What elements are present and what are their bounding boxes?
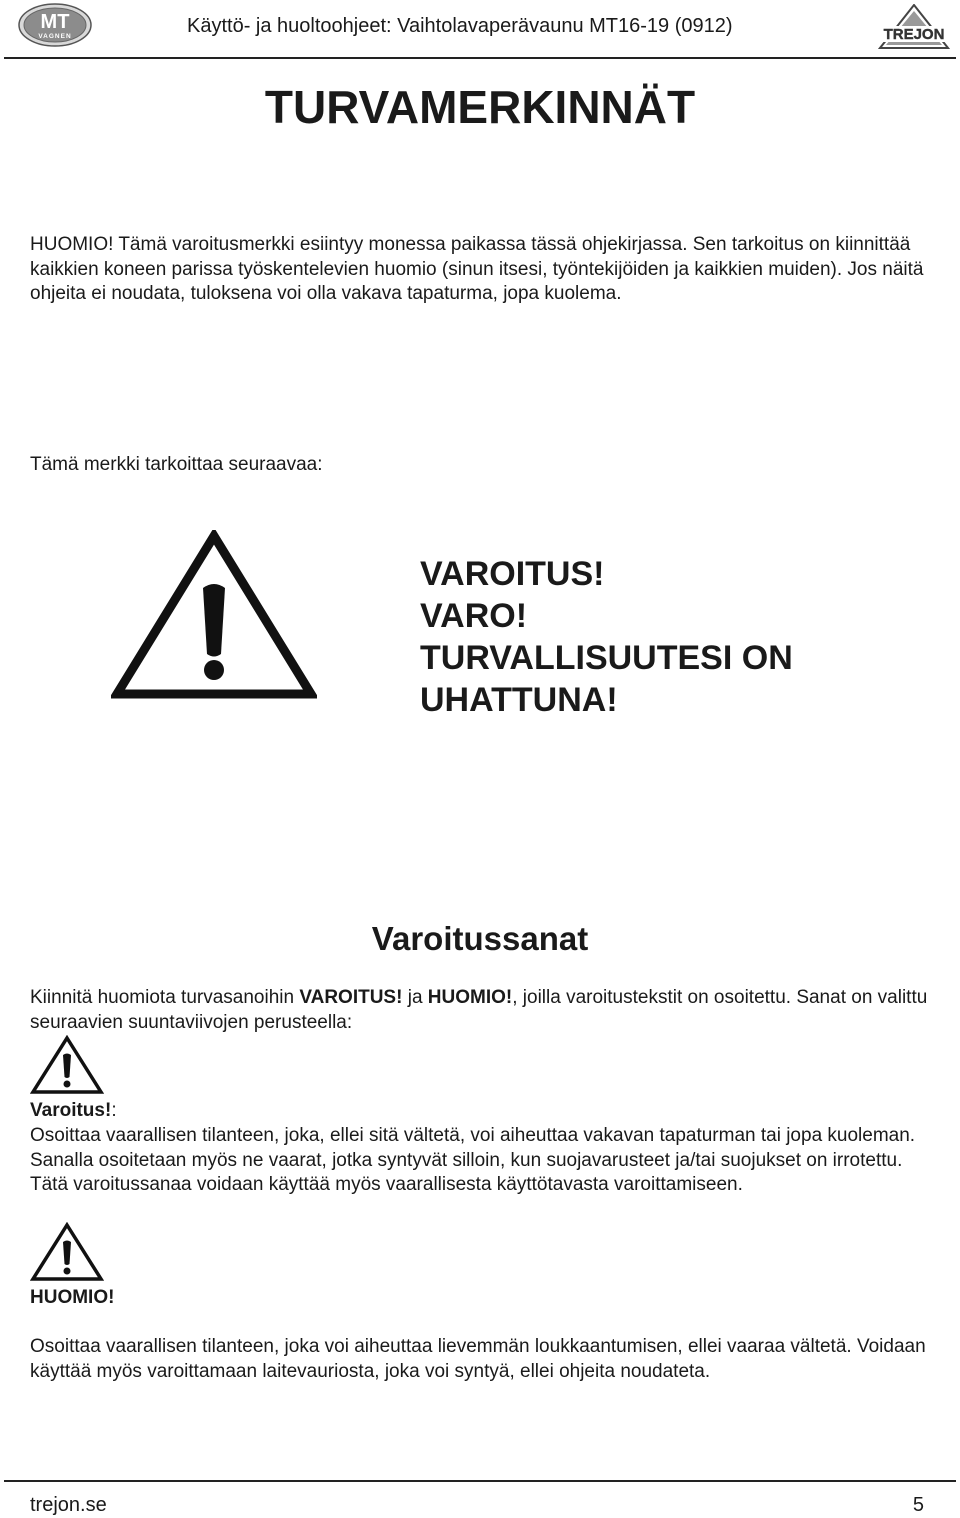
warning-triangle-icon [111,530,317,702]
header-divider [4,57,956,59]
logo-mt-text: MT [40,11,70,33]
trejon-logo [878,4,950,50]
term-varoitus: Varoitus!: [30,1100,117,1121]
warning-triangle-icon [30,1035,104,1095]
section-title: Varoitussanat [371,920,589,957]
warning-triangle-icon [30,1222,104,1282]
warning-signal-words [420,553,920,721]
signal-line-varoitus: VAROITUS! [420,555,605,593]
signal-line-turvallisuutesi: TURVALLISUUTESI ON [420,639,793,677]
footer-divider [4,1480,956,1482]
varoitus-description: Osoittaa vaarallisen tilanteen, joka, ellei sitä vältetä, voi aiheuttaa vakavan tapaturman tai jopa kuoleman. Sanalla osoitetaan myös ne vaarat, jotka syntyvät silloin, kun suojavarusteet ja/tai suojukset on irrotettu. Tätä varoitussanaa voidaan käyttää myös vaarallisesta käyttötavasta varoittamiseen. [30,1125,916,1195]
bold-huomio: HUOMIO! [427,987,513,1008]
page-number: 5 [912,1494,924,1516]
signal-words-intro: Kiinnitä huomiota turvasanoihin VAROITUS! ja HUOMIO!, joilla varoitustekstit on osoitettu. Sanat on valittu seuraavien suuntaviivojen perusteella: [30,987,928,1033]
page-header [0,0,960,60]
mt-vagnen-logo [18,3,92,47]
bold-varoitus: VAROITUS! [299,987,403,1008]
huomio-description: Osoittaa vaarallisen tilanteen, joka voi aiheuttaa lievemmän loukkaantumisen, ellei vaaraa vältetä. Voidaan käyttää myös varoittamaan laitevauriosta, joka voi syntyä, ellei ohjeita noudateta. [30,1336,926,1382]
signal-line-varo: VARO! [420,597,528,635]
signal-line-uhattuna: UHATTUNA! [420,681,618,719]
term-huomio: HUOMIO! [30,1287,115,1308]
meaning-intro: Tämä merkki tarkoittaa seuraavaa: [30,454,323,475]
logo-trejon-text: TREJON [883,26,945,43]
footer-website: trejon.se [30,1494,107,1516]
page-title: TURVAMERKINNÄT [264,81,696,133]
document-title: Käyttö- ja huoltoohjeet: Vaihtolavaperävaunu MT16-19 (0912) [187,15,733,37]
logo-vagnen-text: VAGNEN [38,33,72,40]
intro-paragraph: HUOMIO! Tämä varoitusmerkki esiintyy monessa paikassa tässä ohjekirjassa. Sen tarkoitus on kiinnittää kaikkien koneen parissa työskentelevien huomio (sinun itsesi, työntekijöiden ja kaikkien muiden). Jos näitä ohjeita ei noudata, tuloksena voi olla vakava tapaturma, jopa kuolema. [30,234,924,304]
